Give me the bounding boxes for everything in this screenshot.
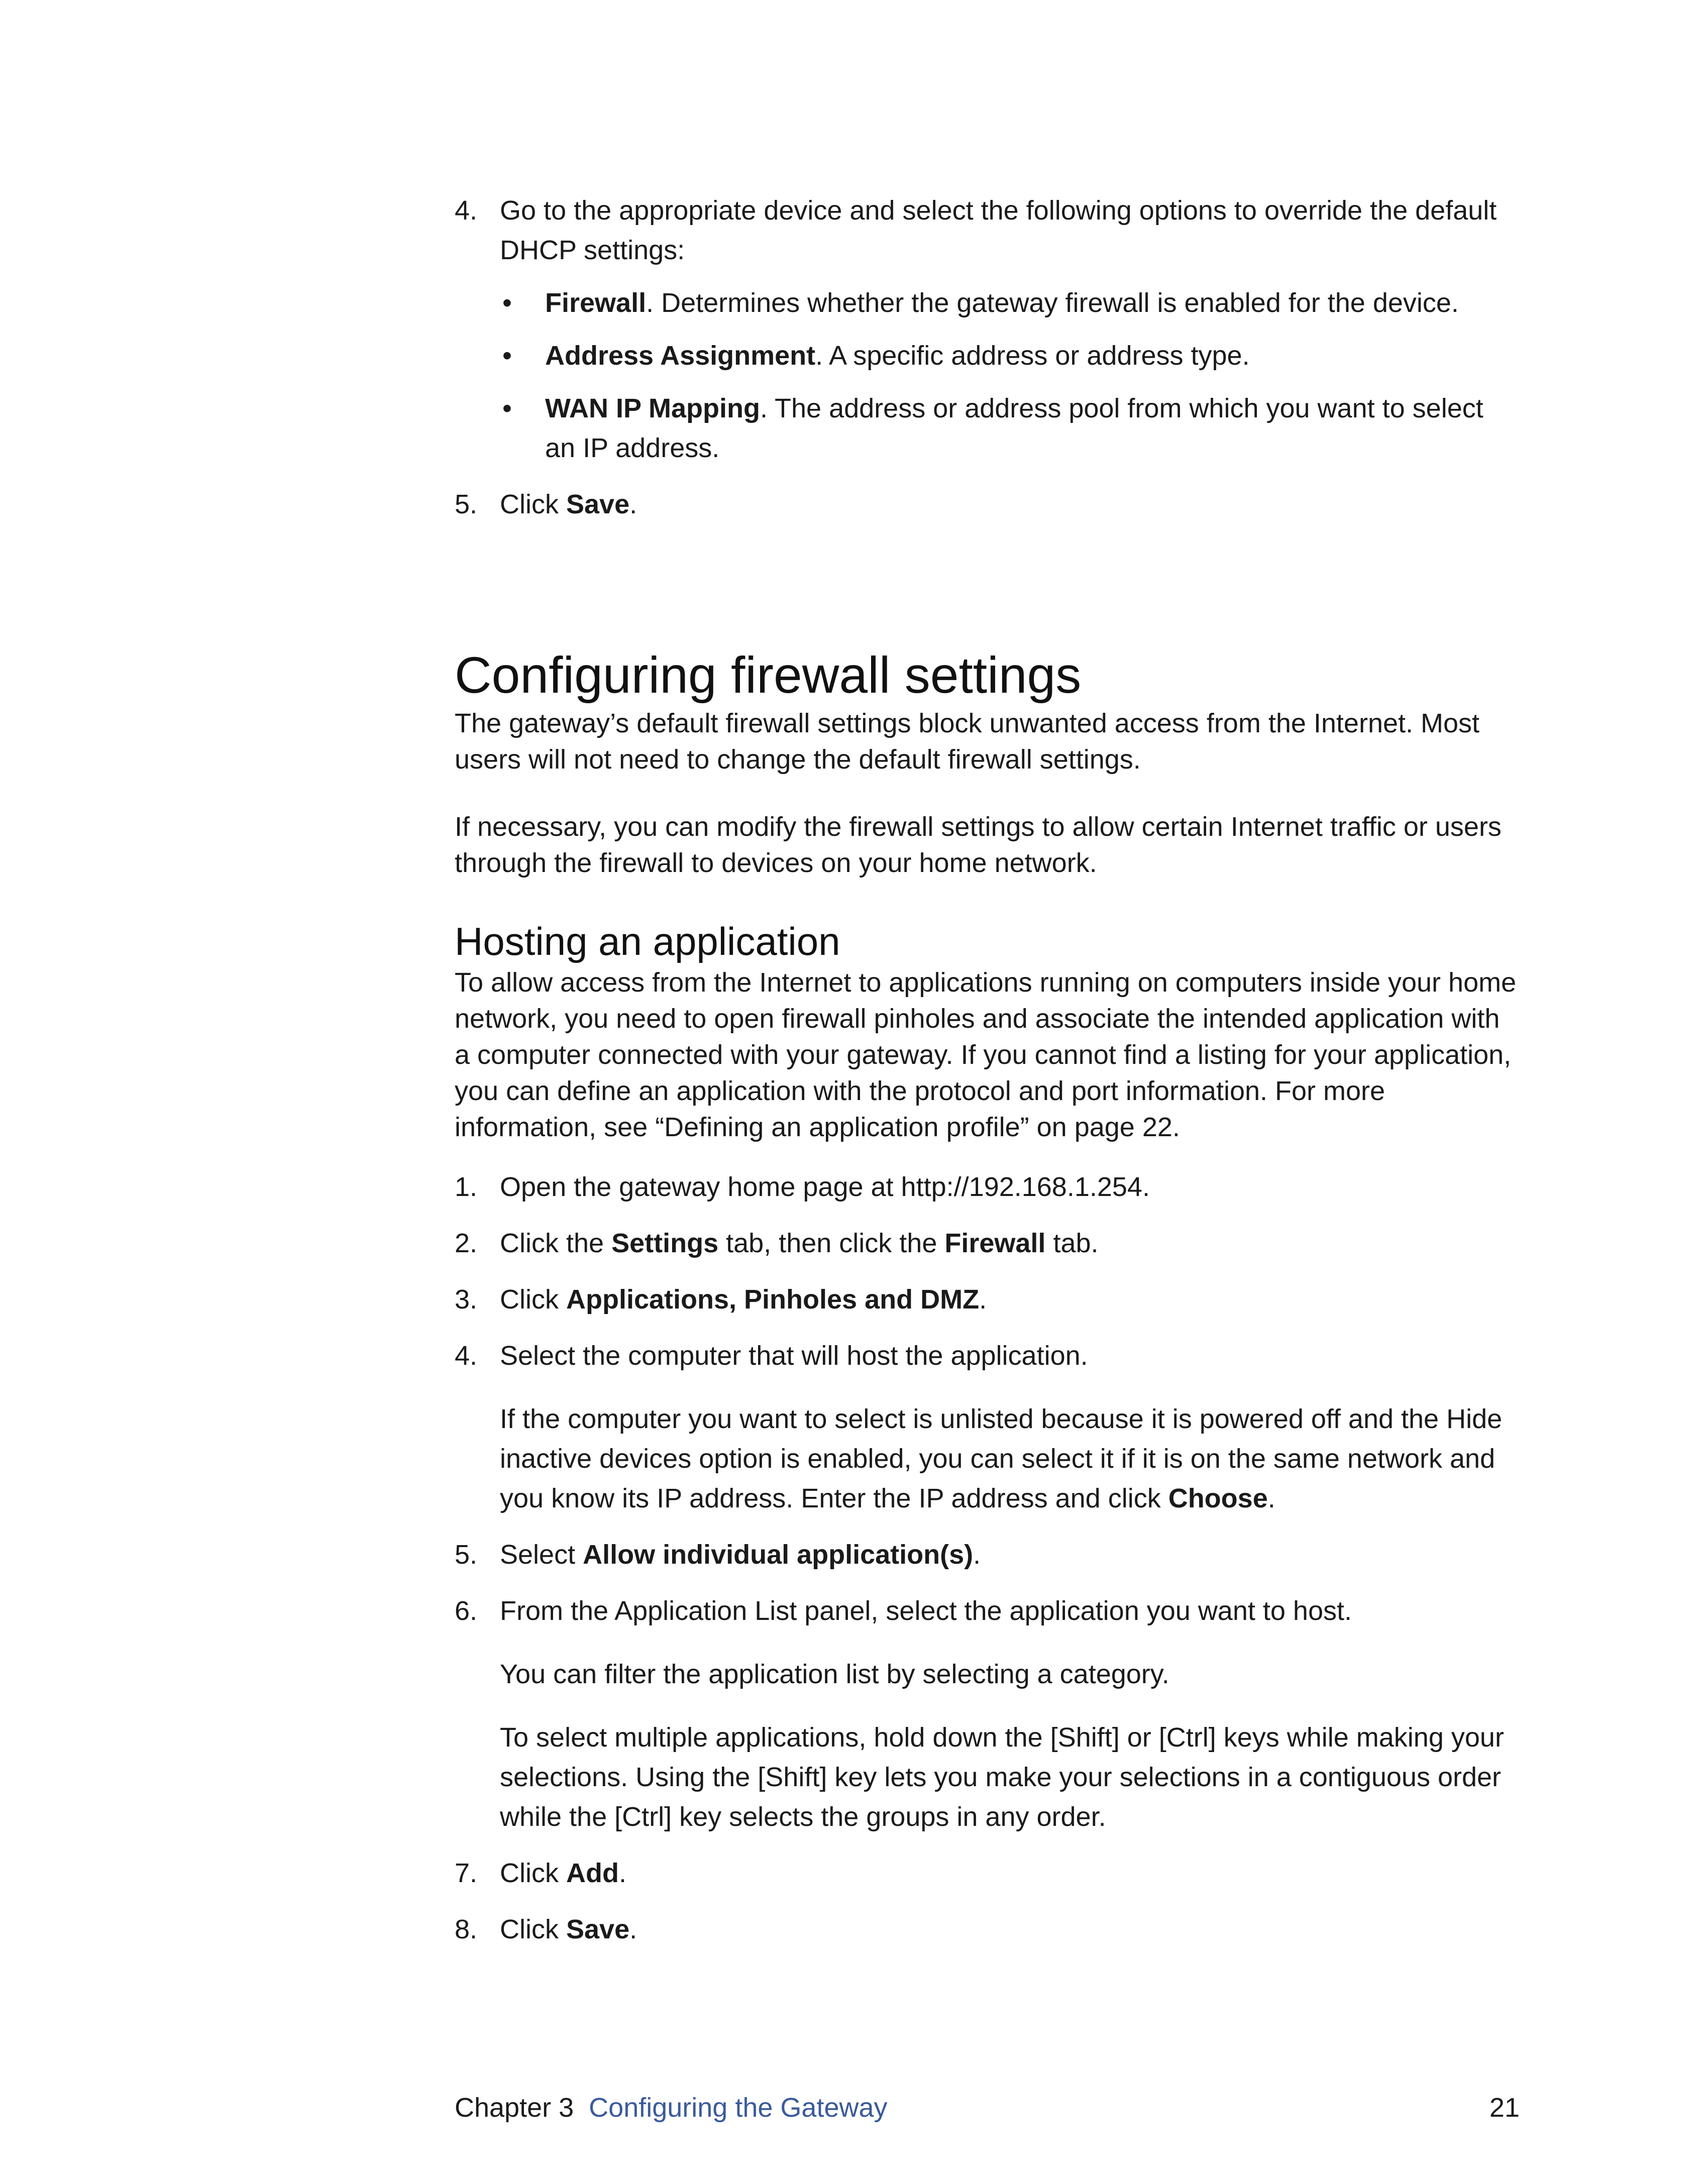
step-number: 6. bbox=[455, 1596, 478, 1626]
bullet-text: . The address or address pool from which you want to select an IP address. bbox=[545, 393, 1483, 463]
subsection-intro: To allow access from the Internet to applications running on computers inside your home network, you need to open firewall pinholes and associate the intended application with a computer connected with your gateway. If you cannot find a listing for your application, you can define an application with the protocol and port information. For more information, see “Defining an application profile” on page 22. bbox=[455, 967, 1517, 1142]
step-text-post: . bbox=[973, 1540, 981, 1570]
bullet-address-assignment bbox=[455, 336, 1520, 376]
step-6-note-multiselect bbox=[455, 1718, 1520, 1837]
bullet-term: Firewall bbox=[545, 288, 647, 318]
list-item-step-8 bbox=[455, 1910, 1520, 1949]
step-bold: Add bbox=[566, 1858, 619, 1888]
list-item-step-1 bbox=[455, 1167, 1520, 1207]
list-item-step-3 bbox=[455, 1280, 1520, 1320]
list-item-step-5 bbox=[455, 485, 1520, 524]
step-text-post: . bbox=[629, 489, 637, 519]
step-text: From the Application List panel, select the application you want to host. bbox=[500, 1596, 1352, 1626]
step-text-pre: Click bbox=[500, 489, 566, 519]
footer-chapter: Chapter 3 bbox=[455, 2093, 574, 2123]
section-heading: Configuring firewall settings bbox=[455, 646, 1082, 704]
bullet-term: Address Assignment bbox=[545, 341, 816, 371]
bullet-text: . A specific address or address type. bbox=[815, 341, 1250, 371]
step-text-post: . bbox=[979, 1284, 987, 1315]
step-text-pre: Click bbox=[500, 1858, 566, 1888]
step-text-post: . bbox=[629, 1914, 637, 1944]
step-text: Open the gateway home page at http://192.168.1.254. bbox=[500, 1172, 1150, 1202]
step-bold: Save bbox=[566, 489, 630, 519]
step-bold: Save bbox=[566, 1914, 630, 1944]
step-bold: Firewall bbox=[944, 1228, 1046, 1258]
step-text-post: tab. bbox=[1045, 1228, 1099, 1258]
step-text-mid: tab, then click the bbox=[718, 1228, 945, 1258]
step-text-pre: Click the bbox=[500, 1228, 612, 1258]
top-step-list bbox=[455, 191, 1520, 524]
section-paragraph: If necessary, you can modify the firewall settings to allow certain Internet traffic or users through the firewall to devices on your home network. bbox=[455, 812, 1502, 878]
note-text: To select multiple applications, hold down the [Shift] or [Ctrl] keys while making your selections. Using the [Shift] key lets you make your selections in a contiguous order while the [Ctrl] key selects the groups in any order. bbox=[500, 1722, 1504, 1832]
bullet-dot-icon: • bbox=[502, 341, 512, 371]
step-bold: Applications, Pinholes and DMZ bbox=[566, 1284, 980, 1315]
list-item-step-5 bbox=[455, 1535, 1520, 1575]
step-number: 5. bbox=[455, 1540, 478, 1570]
note-text: You can filter the application list by selecting a category. bbox=[500, 1659, 1169, 1689]
step-text-pre: Click bbox=[500, 1914, 566, 1944]
note-bold: Choose bbox=[1168, 1483, 1268, 1513]
subsection-hosting-application bbox=[455, 918, 1520, 1949]
list-item-step-7 bbox=[455, 1854, 1520, 1893]
list-item-step-6 bbox=[455, 1591, 1520, 1631]
bullet-term: WAN IP Mapping bbox=[545, 393, 760, 423]
bullet-firewall bbox=[455, 283, 1520, 323]
page-footer bbox=[455, 2090, 1520, 2126]
note-text-post: . bbox=[1267, 1483, 1275, 1513]
step-number: 5. bbox=[455, 489, 478, 519]
step-number: 4. bbox=[455, 1341, 478, 1371]
step-text-pre: Click bbox=[500, 1284, 566, 1315]
step-number: 8. bbox=[455, 1914, 478, 1944]
bullet-text: . Determines whether the gateway firewall is enabled for the device. bbox=[646, 288, 1459, 318]
step-text-post: . bbox=[618, 1858, 626, 1888]
section-firewall bbox=[455, 645, 1520, 881]
step-text-pre: Select bbox=[500, 1540, 583, 1570]
list-item-step-2 bbox=[455, 1224, 1520, 1263]
list-item-step-4 bbox=[455, 1336, 1520, 1376]
step-number: 4. bbox=[455, 195, 478, 226]
step-text: Select the computer that will host the application. bbox=[500, 1341, 1088, 1371]
section-paragraph: The gateway’s default firewall settings block unwanted access from the Internet. Most users will not need to change the default firewall settings. bbox=[455, 708, 1480, 775]
note-text-pre: If the computer you want to select is unlisted because it is powered off and the Hide inactive devices option is enabled, you can select it if it is on the same network and you know its IP address. Enter the IP address and click bbox=[500, 1404, 1503, 1513]
step-number: 7. bbox=[455, 1858, 478, 1888]
list-item-step-4 bbox=[455, 191, 1520, 270]
step-4-note bbox=[455, 1399, 1520, 1518]
step-text: Go to the appropriate device and select the following options to override the default DHCP settings: bbox=[500, 195, 1497, 265]
step-bold: Settings bbox=[611, 1228, 719, 1258]
page-number: 21 bbox=[1489, 2093, 1520, 2123]
footer-chapter-title-link[interactable]: Configuring the Gateway bbox=[589, 2093, 888, 2123]
bullet-dot-icon: • bbox=[502, 393, 512, 423]
subsection-heading: Hosting an application bbox=[455, 919, 840, 963]
step-bold: Allow individual application(s) bbox=[583, 1540, 974, 1570]
step-number: 3. bbox=[455, 1284, 478, 1315]
bullet-dot-icon: • bbox=[502, 288, 512, 318]
step-number: 1. bbox=[455, 1172, 478, 1202]
step-6-note-filter bbox=[455, 1655, 1520, 1694]
step-number: 2. bbox=[455, 1228, 478, 1258]
bullet-wan-ip-mapping bbox=[455, 389, 1520, 468]
